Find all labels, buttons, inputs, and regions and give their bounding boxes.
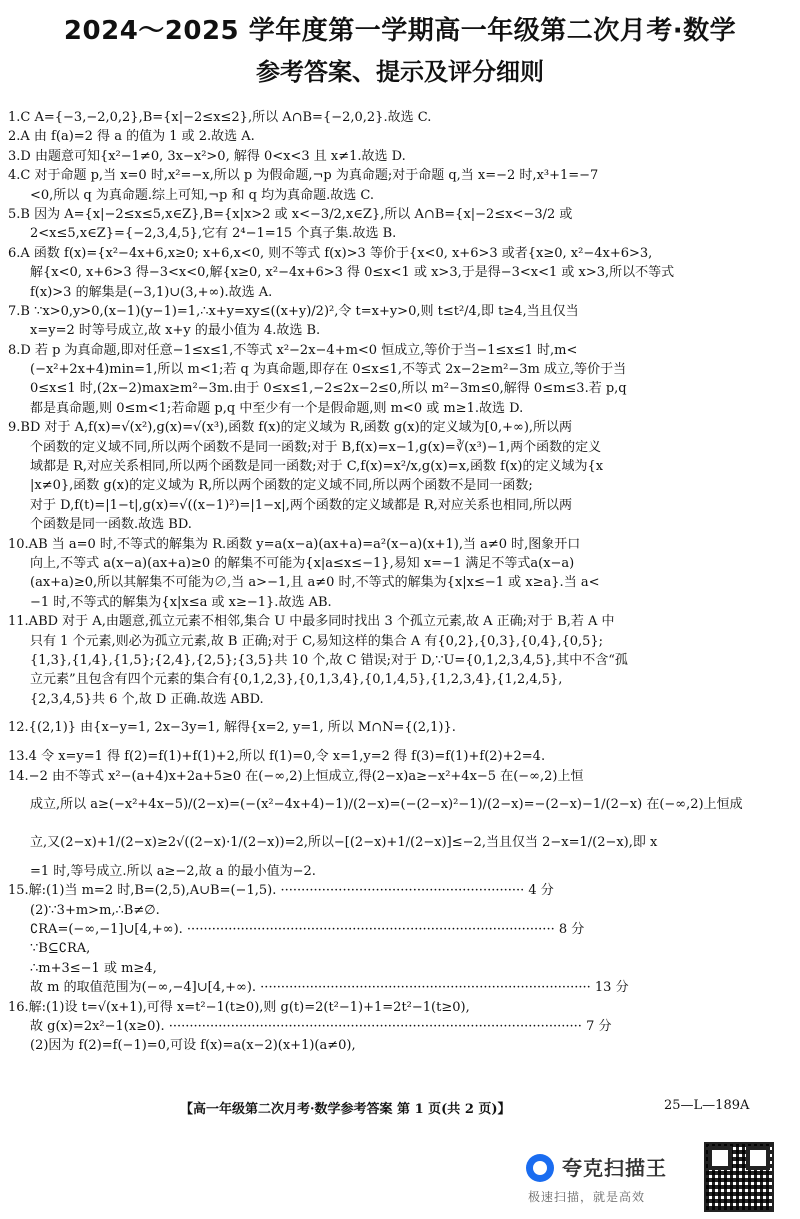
answer-line: =1 时,等号成立.所以 a≥−2,故 a 的最小值为−2. bbox=[30, 863, 316, 879]
footer-page-info: 【高一年级第二次月考·数学参考答案 第 1 页(共 2 页)】 bbox=[180, 1102, 511, 1117]
page-title: 2024～2025 学年度第一学期高一年级第二次月考·数学 bbox=[63, 16, 737, 46]
qr-code-icon bbox=[704, 1142, 774, 1212]
footer-code: 25—L—189A bbox=[664, 1098, 750, 1113]
answer-line: x=y=2 时等号成立,故 x+y 的最小值为 4.故选 B. bbox=[30, 323, 321, 339]
answer-line: 故 m 的取值范围为(−∞,−4]∪[4,+∞). ················································································ 13 分 bbox=[30, 980, 629, 996]
answer-line: 个函数是同一函数.故选 BD. bbox=[30, 517, 192, 533]
answer-line: 8.D 若 p 为真命题,即对任意−1≤x≤1,不等式 x²−2x−4+m<0 恒成立,等价于当−1≤x≤1 时,m< bbox=[8, 342, 578, 358]
answer-line: 2<x≤5,x∈Z}={−2,3,4,5},它有 2⁴−1=15 个真子集.故选 B. bbox=[30, 226, 397, 242]
answer-line: 14.−2 由不等式 x²−(a+4)x+2a+5≥0 在(−∞,2)上恒成立,得(2−x)a≥−x²+4x−5 在(−∞,2)上恒 bbox=[8, 768, 584, 784]
answer-line: 只有 1 个元素,则必为孤立元素,故 B 正确;对于 C,易知这样的集合 A 有{0,2},{0,3},{0,4},{0,5}; bbox=[30, 633, 604, 649]
answer-line: 对于 D,f(t)=|1−t|,g(x)=√((x−1)²)=|1−x|,两个函数的定义域都是 R,对应关系也相同,所以两 bbox=[30, 497, 573, 513]
answer-line: 个函数的定义域不同,所以两个函数不是同一函数;对于 B,f(x)=x−1,g(x)=∛(x³)−1,两个函数的定义 bbox=[30, 439, 602, 455]
answer-line: 4.C 对于命题 p,当 x=0 时,x²=−x,所以 p 为假命题,¬p 为真命题;对于命题 q,当 x=−2 时,x³+1=−7 bbox=[8, 168, 599, 184]
answer-line: 向上,不等式 a(x−a)(ax+a)≥0 的解集不可能为{x|a≤x≤−1},易知 x=−1 满足不等式a(x−a) bbox=[30, 555, 575, 571]
answer-line: (ax+a)≥0,所以其解集不可能为∅,当 a>−1,且 a≠0 时,不等式的解集为{x|x≤−1 或 x≥a}.当 a< bbox=[30, 575, 600, 591]
page-subtitle: 参考答案、提示及评分细则 bbox=[256, 58, 544, 86]
answer-line: 3.D 由题意可知{x²−1≠0, 3x−x²>0, 解得 0<x<3 且 x≠1.故选 D. bbox=[8, 148, 406, 164]
answer-line: 13.4 令 x=y=1 得 f(2)=f(1)+f(1)+2,所以 f(1)=0,令 x=1,y=2 得 f(3)=f(1)+f(2)+2=4. bbox=[8, 749, 546, 765]
scanner-logo-icon bbox=[526, 1154, 554, 1182]
watermark-name: 夸克扫描王 bbox=[562, 1156, 667, 1180]
answer-line: |x≠0},函数 g(x)的定义域为 R,所以两个函数的定义域不同,所以两个函数不是同一函数; bbox=[30, 478, 533, 494]
answer-line: 域都是 R,对应关系相同,所以两个函数是同一函数;对于 C,f(x)=x²/x,g(x)=x,函数 f(x)的定义域为{x bbox=[30, 459, 604, 475]
answer-body bbox=[8, 108, 784, 1056]
answer-line: 5.B 因为 A={x|−2≤x≤5,x∈Z},B={x|x>2 或 x<−3/2,x∈Z},所以 A∩B={x|−2≤x<−3/2 或 bbox=[8, 206, 573, 222]
answer-line: 故 g(x)=2x²−1(x≥0). ···································································································· 7 分 bbox=[30, 1019, 612, 1035]
answer-line: ∁RA=(−∞,−1]∪[4,+∞). ························································································· 8 分 bbox=[30, 922, 585, 938]
answer-line: 15.解:(1)当 m=2 时,B=(2,5),A∪B=(−1,5). ··························································· 4 分 bbox=[8, 883, 554, 899]
answer-line: 12.{(2,1)} 由{x−y=1, 2x−3y=1, 解得{x=2, y=1, 所以 M∩N={(2,1)}. bbox=[8, 720, 456, 736]
answer-line: 1.C A={−3,−2,0,2},B={x|−2≤x≤2},所以 A∩B={−2,0,2}.故选 C. bbox=[8, 110, 432, 125]
answer-line: 立元素”且包含有四个元素的集合有{0,1,2,3},{0,1,3,4},{0,1,4,5},{1,2,3,4},{1,2,4,5}, bbox=[30, 672, 563, 688]
answer-line: 立,又(2−x)+1/(2−x)≥2√((2−x)·1/(2−x))=2,所以−[(2−x)+1/(2−x)]≤−2,当且仅当 2−x=1/(2−x),即 x bbox=[30, 834, 658, 850]
answer-line: 10.AB 当 a=0 时,不等式的解集为 R.函数 y=a(x−a)(ax+a)=a²(x−a)(x+1),当 a≠0 时,图象开口 bbox=[8, 536, 581, 552]
answer-line: (2)∵3+m>m,∴B≠∅. bbox=[30, 902, 160, 918]
answer-line: 都是真命题,则 0≤m<1;若命题 p,q 中至少有一个是假命题,则 m<0 或 m≥1.故选 D. bbox=[30, 400, 524, 416]
answer-line: 16.解:(1)设 t=√(x+1),可得 x=t²−1(t≥0),则 g(t)=2(t²−1)+1=2t²−1(t≥0), bbox=[8, 999, 470, 1015]
answer-line: ∵B⊆∁RA, bbox=[30, 941, 91, 957]
answer-line: −1 时,不等式的解集为{x|x≤a 或 x≥−1}.故选 AB. bbox=[30, 594, 332, 610]
answer-line: 11.ABD 对于 A,由题意,孤立元素不相邻,集合 U 中最多同时找出 3 个孤立元素,故 A 正确;对于 B,若 A 中 bbox=[8, 614, 615, 630]
scanner-watermark bbox=[526, 1148, 696, 1208]
answer-line: ∴m+3≤−1 或 m≥4, bbox=[30, 960, 157, 976]
answer-line: 9.BD 对于 A,f(x)=√(x²),g(x)=√(x³),函数 f(x)的定义域为 R,函数 g(x)的定义域为[0,+∞),所以两 bbox=[8, 420, 573, 436]
answer-line: 6.A 函数 f(x)={x²−4x+6,x≥0; x+6,x<0, 则不等式 f(x)>3 等价于{x<0, x+6>3 或者{x≥0, x²−4x+6>3, bbox=[8, 245, 653, 261]
answer-line: (2)因为 f(2)=f(−1)=0,可设 f(x)=a(x−2)(x+1)(a≠0), bbox=[30, 1038, 356, 1054]
answer-line: (−x²+2x+4)min=1,所以 m<1;若 q 为真命题,即存在 0≤x≤1,不等式 2x−2≥m²−3m 成立,等价于当 bbox=[30, 362, 627, 378]
page-footer bbox=[0, 1098, 800, 1120]
answer-line: 0≤x≤1 时,(2x−2)max≥m²−3m.由于 0≤x≤1,−2≤2x−2≤0,所以 m²−3m≤0,解得 0≤m≤3.若 p,q bbox=[30, 381, 627, 397]
answer-line: 成立,所以 a≥(−x²+4x−5)/(2−x)=(−(x²−4x+4)−1)/(2−x)=(−(2−x)²−1)/(2−x)=−(2−x)−1/(2−x) 在(−∞,2)上恒成 bbox=[30, 796, 743, 812]
answer-line: 2.A 由 f(a)=2 得 a 的值为 1 或 2.故选 A. bbox=[8, 129, 255, 145]
answer-line: 7.B ∵x>0,y>0,(x−1)(y−1)=1,∴x+y=xy≤((x+y)/2)²,令 t=x+y>0,则 t≤t²/4,即 t≥4,当且仅当 bbox=[8, 303, 579, 319]
watermark-slogan: 极速扫描，就是高效 bbox=[528, 1190, 646, 1204]
answer-line: <0,所以 q 为真命题.综上可知,¬p 和 q 均为真命题.故选 C. bbox=[30, 187, 374, 203]
answer-line: {2,3,4,5}共 6 个,故 D 正确.故选 ABD. bbox=[30, 691, 264, 707]
answer-line: f(x)>3 的解集是(−3,1)∪(3,+∞).故选 A. bbox=[30, 284, 273, 300]
answer-line: {1,3},{1,4},{1,5};{2,4},{2,5};{3,5}共 10 个,故 C 错误;对于 D,∵U={0,1,2,3,4,5},其中不含“孤 bbox=[30, 652, 628, 668]
answer-line: 解{x<0, x+6>3 得−3<x<0,解{x≥0, x²−4x+6>3 得 0≤x<1 或 x>3,于是得−3<x<1 或 x>3,所以不等式 bbox=[30, 265, 675, 281]
